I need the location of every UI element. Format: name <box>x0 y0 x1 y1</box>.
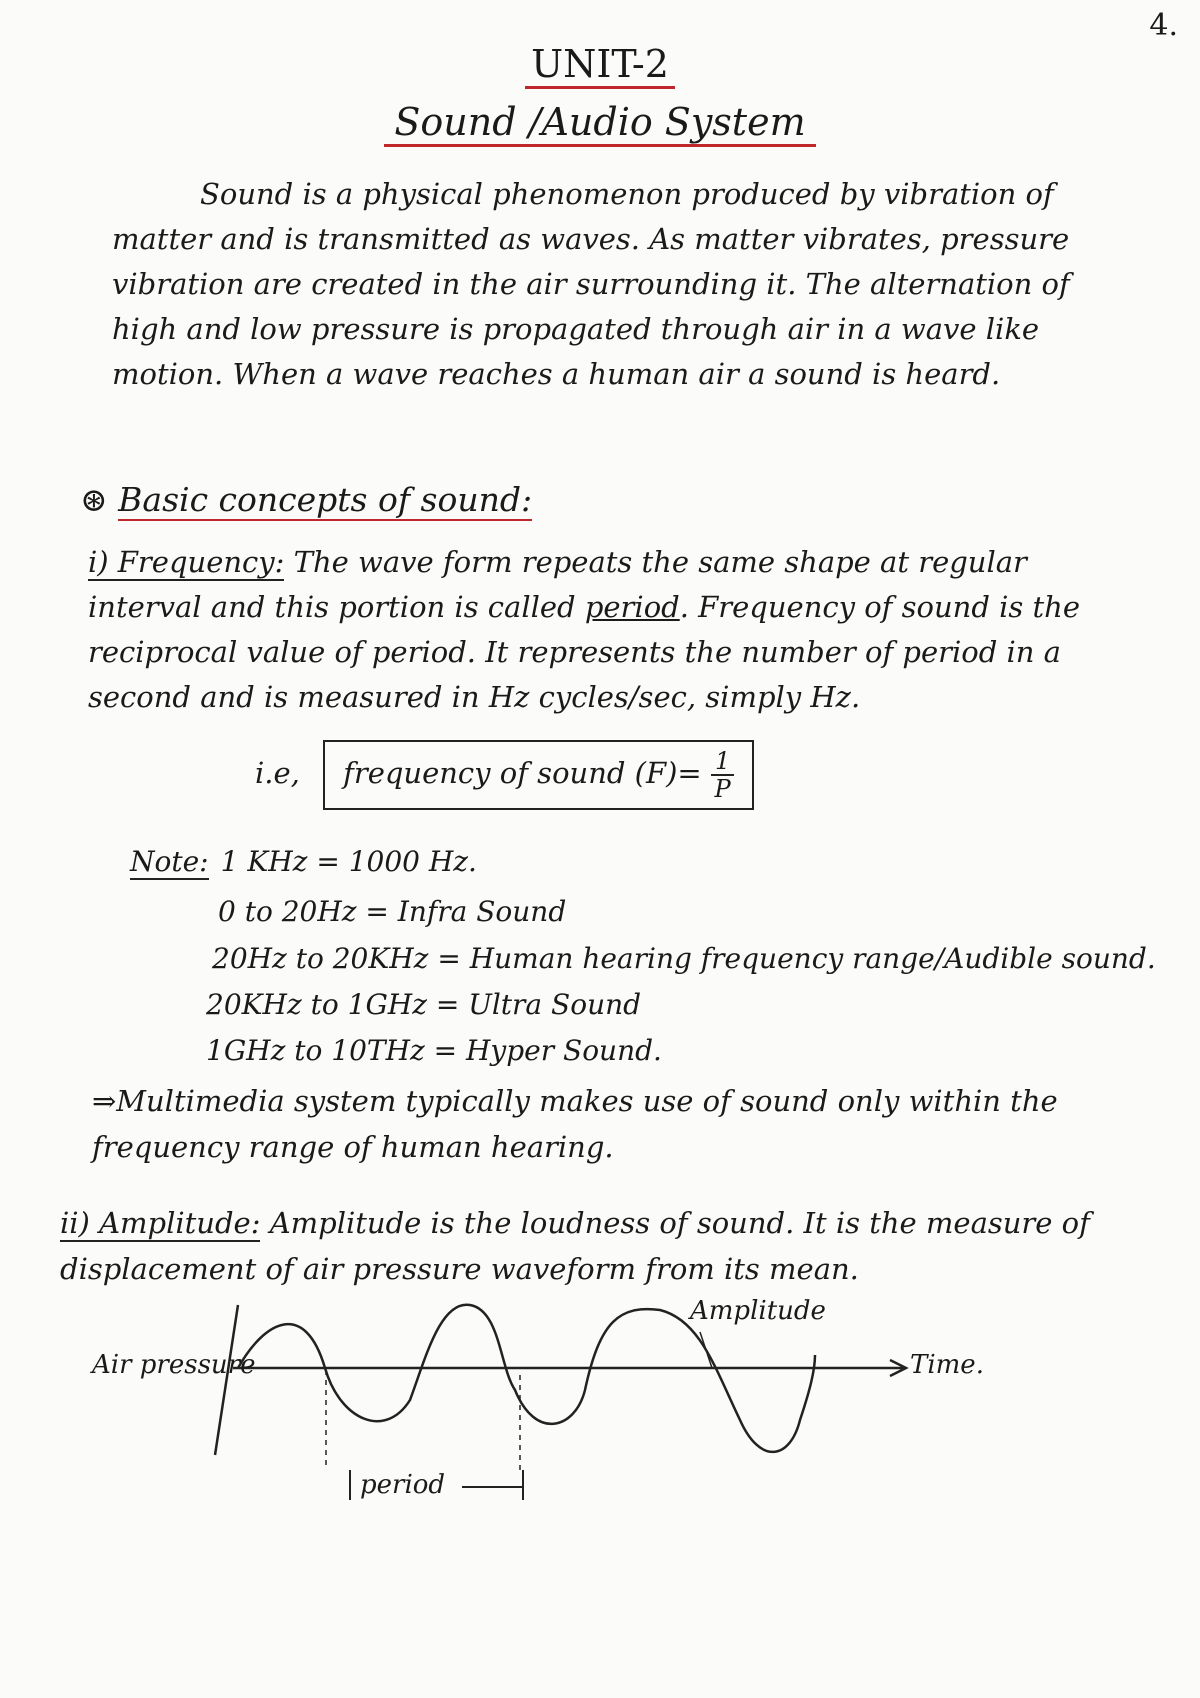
y-axis <box>215 1305 238 1455</box>
frequency-section: i) Frequency: The wave form repeats the same shape at regular interval and this portion is called period. Frequency of sound is the reciprocal value of period. It represents the number of period in a second and is measured in Hz cycles/sec, simply Hz. <box>88 545 1080 714</box>
note-line-2: 0 to 20Hz = Infra Sound <box>218 895 567 928</box>
multimedia-note: ⇒Multimedia system typically makes use of sound only within the frequency range of human hearing. <box>92 1084 1058 1164</box>
amplitude-label: ii) Amplitude: <box>60 1206 261 1240</box>
note-line-5: 1GHz to 10THz = Hyper Sound. <box>206 1034 662 1067</box>
time-label: Time. <box>910 1350 984 1380</box>
basic-concepts-heading: ⊛ Basic concepts of sound: <box>80 480 533 519</box>
unit-title: UNIT-2 <box>0 42 1200 86</box>
note-line-4: 20KHz to 1GHz = Ultra Sound <box>206 988 642 1021</box>
period-diagram-label: period <box>360 1470 446 1500</box>
sound-wave <box>238 1305 815 1452</box>
amplitude-diagram-label: Amplitude <box>690 1296 826 1326</box>
note-label: Note: <box>130 845 209 878</box>
period-term: period <box>584 590 680 624</box>
page-number: 4. <box>1149 8 1178 43</box>
air-pressure-label: Air pressure <box>92 1350 256 1380</box>
bullet-icon: ⊛ <box>80 480 108 519</box>
amplitude-pointer <box>700 1332 712 1368</box>
frequency-label: i) Frequency: <box>88 545 285 579</box>
formula-fraction: $\frac{1}{P}$ <box>711 748 734 802</box>
formula-box: frequency of sound (F)= $\frac{1}{P}$ <box>323 740 754 810</box>
note-line-1: Note: 1 KHz = 1000 Hz. <box>130 845 477 878</box>
amplitude-section: ii) Amplitude: Amplitude is the loudness of sound. It is the measure of displacement of air pressure waveform from its mean. <box>60 1206 1090 1286</box>
frequency-formula: i.e, frequency of sound (F)= $\frac{1}{P}$ <box>255 740 754 810</box>
subject-title: Sound /Audio System <box>0 100 1200 144</box>
intro-paragraph: Sound is a physical phenomenon produced by vibration of matter and is transmitted as waves. As matter vibrates, pressure vibration are created in the air surrounding it. The alternation of high and low pressure is propagated through air in a wave like motion. When a wave reaches a human air a sound is heard. <box>112 177 1070 391</box>
note-line-3: 20Hz to 20KHz = Human hearing frequency range/Audible sound. <box>212 942 1156 975</box>
